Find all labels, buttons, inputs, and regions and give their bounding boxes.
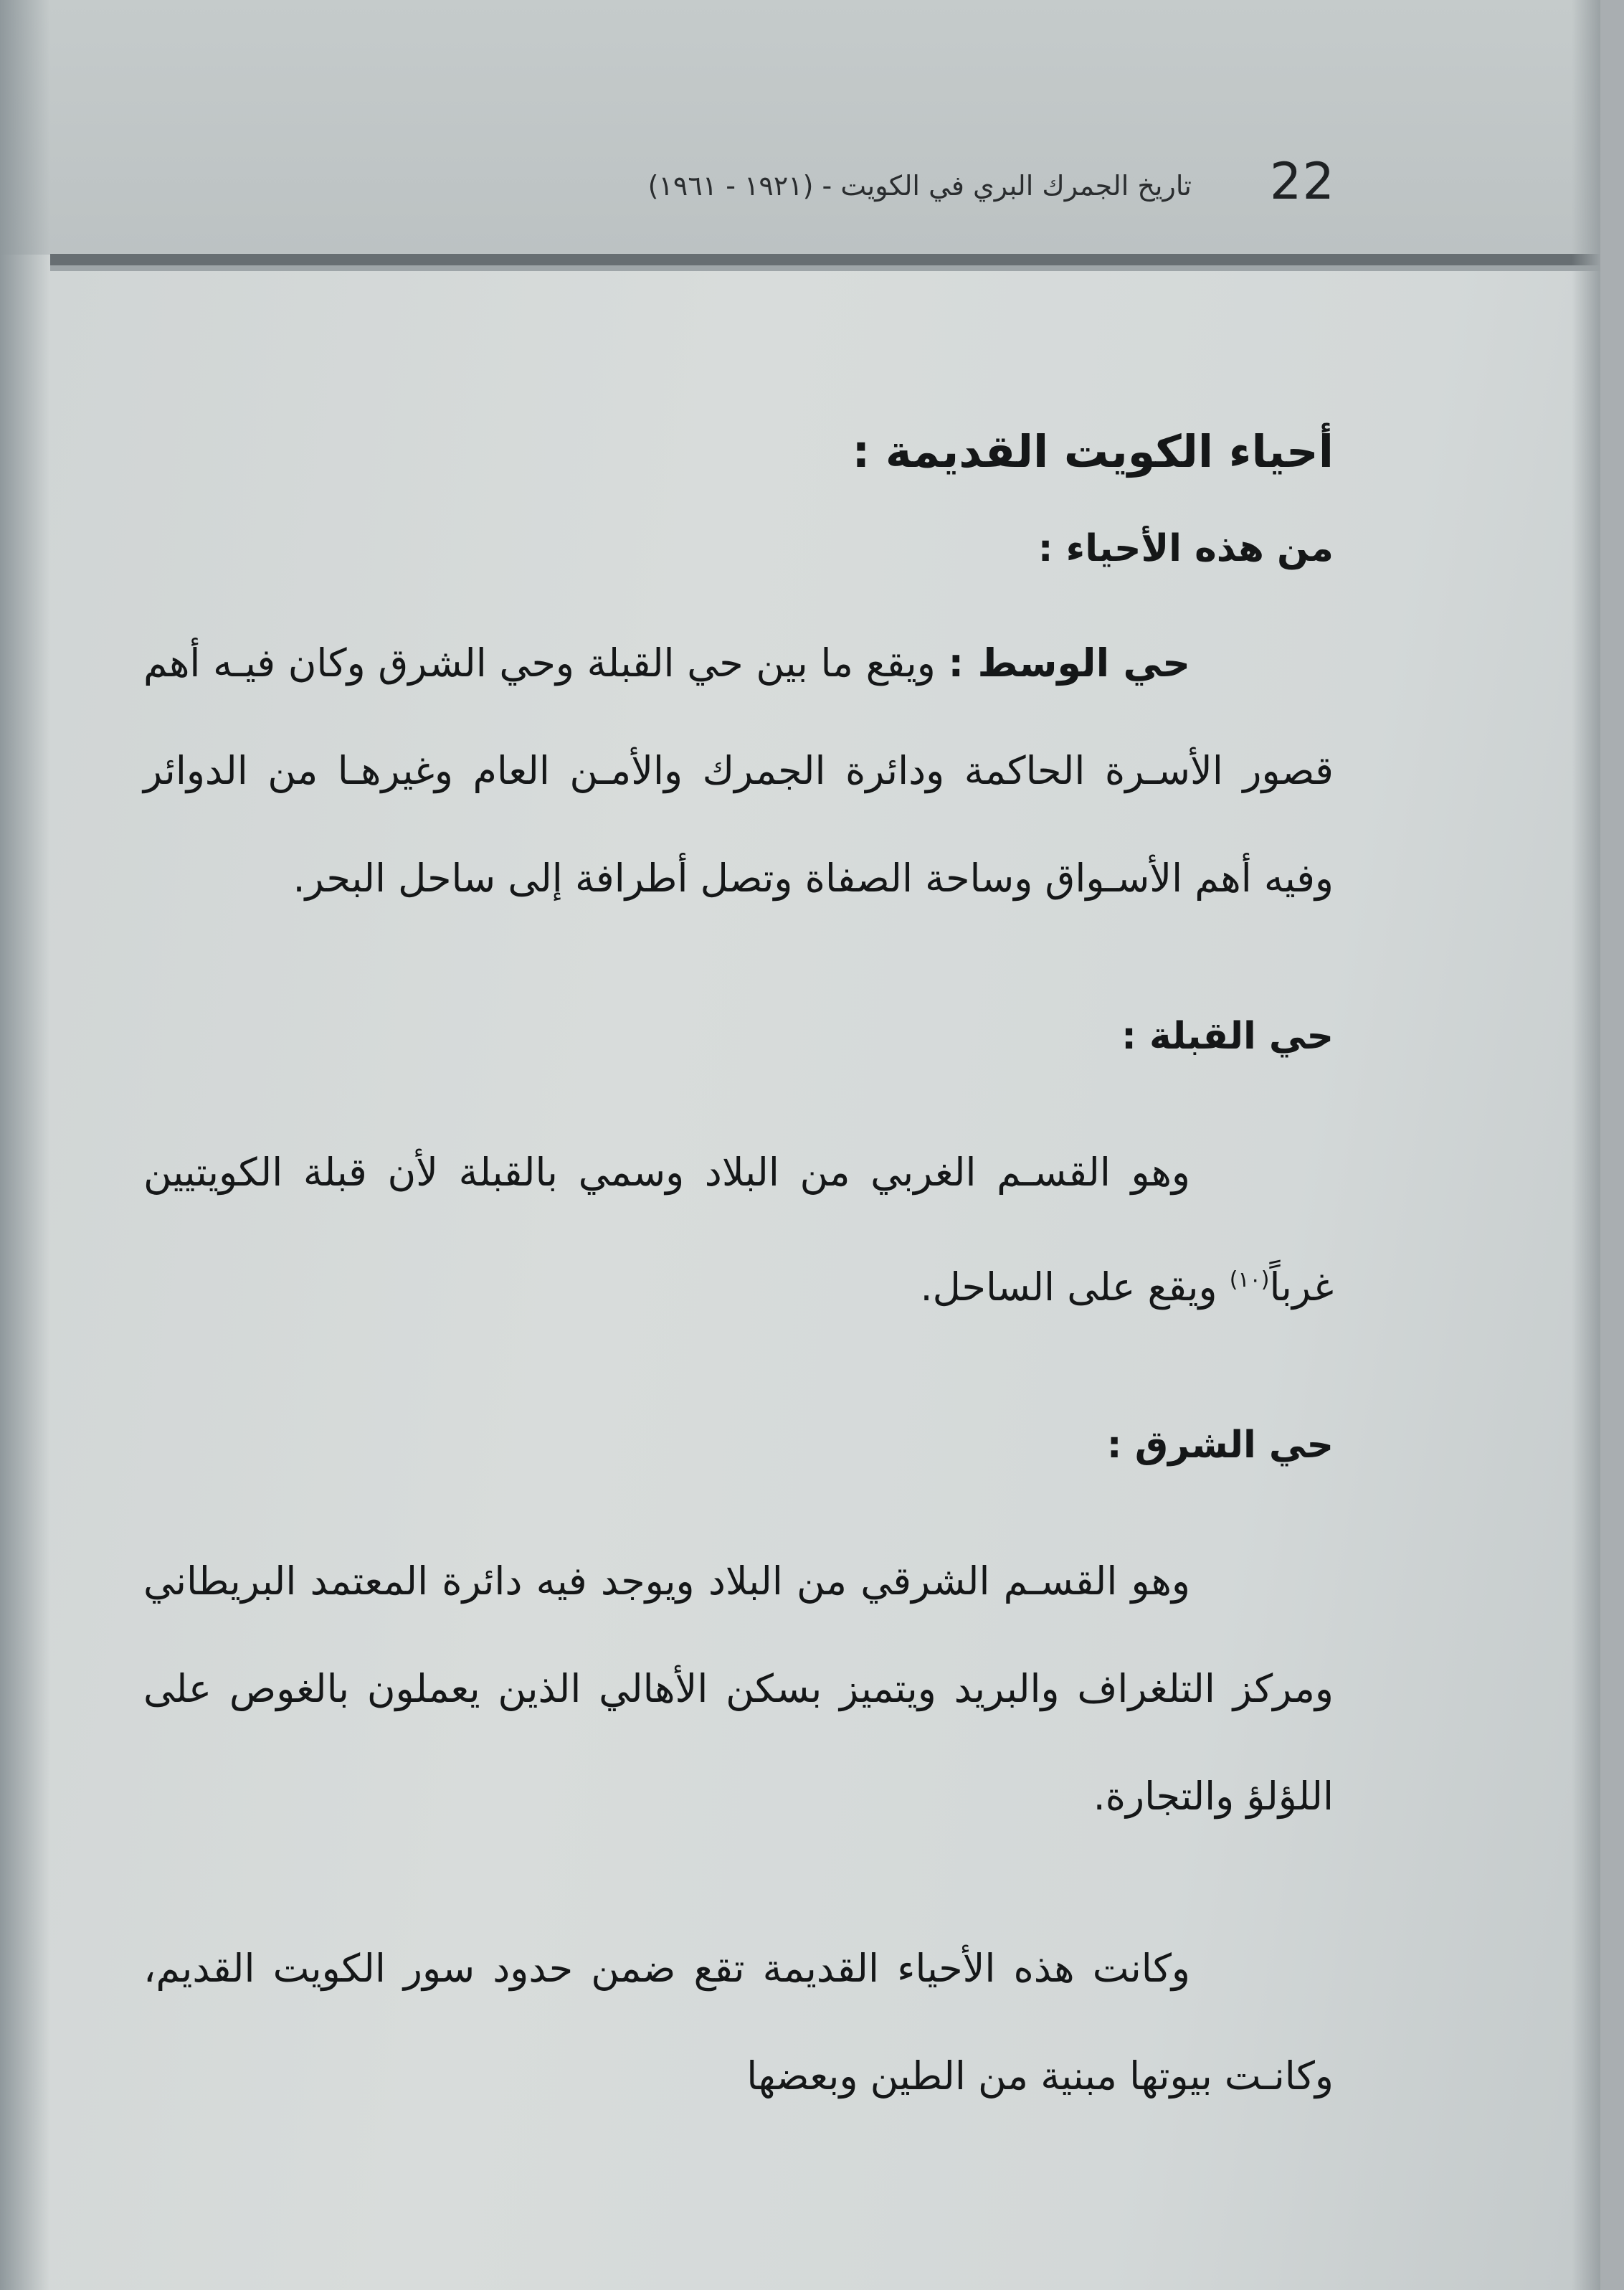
heading-sharq: حي الشرق : xyxy=(1106,1424,1334,1467)
page-header-band xyxy=(0,0,1600,255)
binding-shadow xyxy=(0,0,50,2290)
page-edge xyxy=(1572,0,1600,2290)
paragraph-closing: وكانت هذه الأحياء القديمة تقع ضمن حدود سور الكويت القديم، وكانـت بيوتها مبنية من الطين وبعضها xyxy=(143,1946,1334,2099)
paragraph-wasat xyxy=(143,610,1334,932)
heading-qibla: حي القبلة : xyxy=(1121,1015,1334,1058)
section-title: أحياء الكويت القديمة : xyxy=(852,425,1334,478)
text-wasat: ويقع ما بين حي القبلة وحي الشرق وكان فيـه أهم قصور الأسـرة الحاكمة ودائرة الجمرك والأمـن العام وغيرهـا من الدوائر وفيه أهم الأسـواق وساحة الصفاة وتصل أطرافة إلى ساحل البحر. xyxy=(143,640,1334,901)
heading-wasat: حي الوسط : xyxy=(948,640,1190,686)
footnote-marker: (١٠) xyxy=(1229,1267,1270,1292)
text-qibla: وهو القسـم الغربي من البلاد وسمي بالقبلة لأن قبلة الكويتيين غرباً xyxy=(143,1150,1334,1310)
paragraph-qibla xyxy=(143,1119,1334,1341)
page-number: 22 xyxy=(1269,152,1335,211)
header-divider xyxy=(50,254,1600,265)
page-body xyxy=(143,402,1334,2130)
running-title: تاريخ الجمرك البري في الكويت - (١٩٢١ - ١٩٦١) xyxy=(647,170,1192,202)
intro-heading: من هذه الأحياء : xyxy=(1037,527,1334,570)
paragraph-sharq: وهو القسـم الشرقي من البلاد ويوجد فيه دائرة المعتمد البريطاني ومركز التلغراف والبريد ويتميز بسكن الأهالي الذين يعملون بالغوص على اللؤلؤ والتجارة. xyxy=(143,1558,1334,1819)
header-divider-shade xyxy=(50,265,1600,271)
text-qibla-end: ويقع على الساحل. xyxy=(920,1264,1230,1310)
